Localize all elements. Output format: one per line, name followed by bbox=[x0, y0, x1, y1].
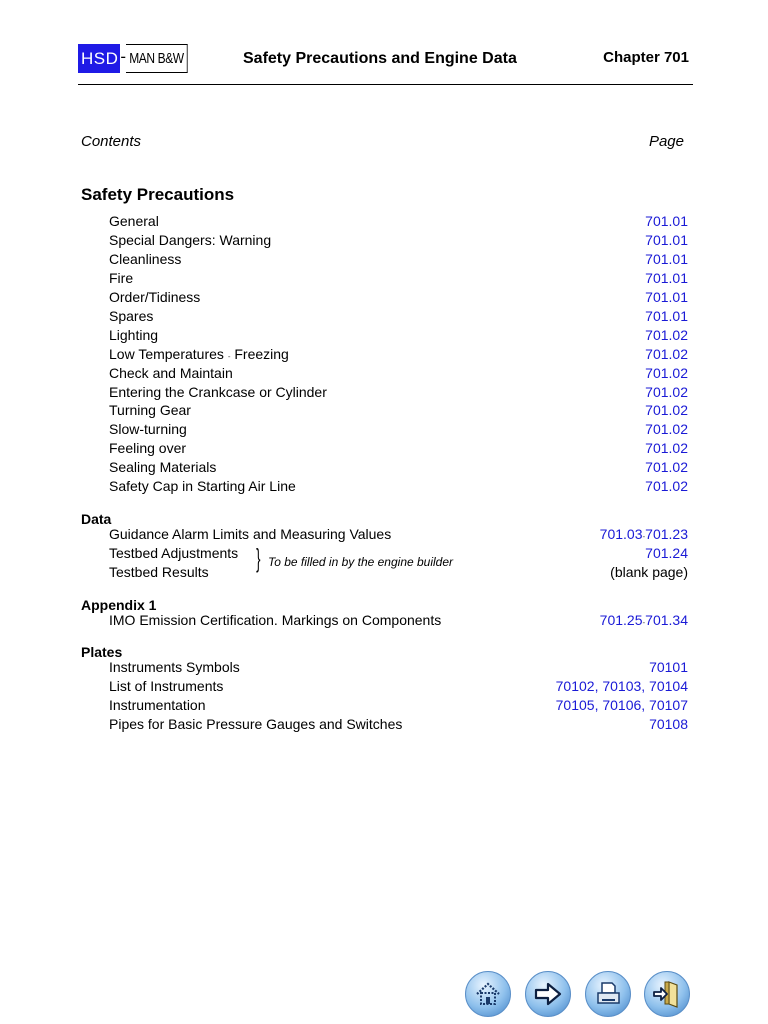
section-title-data: Data bbox=[81, 511, 112, 527]
toc-row[interactable] bbox=[0, 308, 768, 327]
toc-entry-label: Guidance Alarm Limits and Measuring Values bbox=[109, 526, 392, 542]
toc-entry-label: General bbox=[109, 213, 159, 229]
toc-row[interactable] bbox=[0, 346, 768, 365]
toc-page-link[interactable]: 70101 bbox=[649, 659, 688, 675]
toc-row[interactable] bbox=[0, 270, 768, 289]
toc-row[interactable] bbox=[0, 678, 768, 697]
toc-page-link[interactable]: 701.02 bbox=[645, 346, 688, 362]
print-icon bbox=[593, 979, 623, 1009]
section-title-plates: Plates bbox=[81, 644, 123, 660]
exit-door-icon bbox=[651, 978, 683, 1010]
toc-page-link[interactable]: 701.02 bbox=[645, 384, 688, 400]
toc-entry-label: Instruments Symbols bbox=[109, 659, 240, 675]
toc-row[interactable] bbox=[0, 232, 768, 251]
toc-entry-label: Lighting bbox=[109, 327, 159, 343]
toc-page-link[interactable] bbox=[600, 526, 688, 542]
toc-row[interactable] bbox=[0, 440, 768, 459]
toc-row[interactable] bbox=[0, 365, 768, 384]
separator-dash: - bbox=[227, 352, 231, 361]
toc-entry-label: Safety Cap in Starting Air Line bbox=[109, 478, 296, 494]
logo-hsd: HSD bbox=[78, 44, 120, 73]
toc-entry-label-part: Low Temperatures bbox=[109, 346, 224, 362]
toc-entry-label: Fire bbox=[109, 270, 134, 286]
toc-entry-label: Order/Tidiness bbox=[109, 289, 201, 305]
separator-dash: - bbox=[642, 618, 646, 627]
toc-page-link[interactable]: 701.01 bbox=[645, 232, 688, 248]
toc-entry-label: Cleanliness bbox=[109, 251, 182, 267]
header-divider bbox=[78, 84, 693, 85]
toc-page-link[interactable]: 701.01 bbox=[645, 251, 688, 267]
section-title-safety: Safety Precautions bbox=[81, 185, 235, 204]
toc-entry-label: Slow-turning bbox=[109, 421, 187, 437]
separator-dash: - bbox=[642, 532, 646, 541]
toc-page-link[interactable]: 701.02 bbox=[645, 327, 688, 343]
contents-heading: Contents bbox=[81, 133, 142, 150]
page-range-start: 701.03 bbox=[599, 526, 643, 542]
brace-icon: } bbox=[256, 543, 261, 573]
toc-row[interactable] bbox=[0, 289, 768, 308]
print-button[interactable] bbox=[585, 971, 631, 1017]
toc-row[interactable] bbox=[0, 526, 768, 545]
toc-page-link[interactable]: 701.02 bbox=[645, 478, 688, 494]
toc-page-link[interactable]: 701.01 bbox=[645, 213, 688, 229]
toc-entry-label: Special Dangers: Warning bbox=[109, 232, 272, 248]
page-range-end: 701.23 bbox=[645, 526, 688, 542]
toc-page-link[interactable]: 701.02 bbox=[645, 440, 688, 456]
document-title: Safety Precautions and Engine Data bbox=[243, 50, 517, 67]
toc-page-link[interactable]: 70105, 70106, 70107 bbox=[555, 697, 688, 713]
toc-row[interactable] bbox=[0, 459, 768, 478]
brace-annotation: To be filled in by the engine builder bbox=[268, 555, 454, 569]
page-range-end: 701.34 bbox=[645, 612, 688, 628]
toc-row[interactable] bbox=[0, 421, 768, 440]
section-title-appendix: Appendix 1 bbox=[81, 597, 157, 613]
toc-page-link[interactable]: 701.01 bbox=[645, 308, 688, 324]
arrow-right-icon bbox=[532, 979, 564, 1009]
toc-entry-label: Testbed Results bbox=[109, 564, 209, 580]
logo-man-bw: MAN B&W bbox=[126, 44, 188, 73]
toc-page-link[interactable]: 701.01 bbox=[645, 289, 688, 305]
page-column-heading: Page bbox=[648, 133, 684, 150]
toc-row[interactable] bbox=[0, 478, 768, 497]
toc-page-link[interactable]: 701.02 bbox=[645, 421, 688, 437]
toc-page-link[interactable]: 701.01 bbox=[645, 270, 688, 286]
toc-page-link[interactable] bbox=[600, 612, 688, 628]
toc-page-link[interactable]: 701.02 bbox=[645, 365, 688, 381]
toc-page-link[interactable]: 70108 bbox=[649, 716, 688, 732]
toc-entry-label: Instrumentation bbox=[109, 697, 206, 713]
chapter-label: Chapter 701 bbox=[603, 49, 689, 66]
toc-row[interactable] bbox=[0, 612, 768, 631]
toc-row[interactable] bbox=[0, 697, 768, 716]
toc-entry-label: Feeling over bbox=[109, 440, 187, 456]
toc-row[interactable] bbox=[0, 213, 768, 232]
toc-row[interactable] bbox=[0, 384, 768, 403]
logo-dash: - bbox=[120, 47, 127, 66]
toc-entry-label bbox=[109, 346, 289, 362]
toc-entry-label: Sealing Materials bbox=[109, 459, 217, 475]
toc-page-link[interactable]: 70102, 70103, 70104 bbox=[555, 678, 688, 694]
toc-entry-label-part: Freezing bbox=[234, 346, 289, 362]
toc-row[interactable] bbox=[0, 327, 768, 346]
toc-entry-label: Turning Gear bbox=[109, 402, 191, 418]
toc-entry-label: Check and Maintain bbox=[109, 365, 233, 381]
toc-row[interactable] bbox=[0, 251, 768, 270]
home-icon bbox=[473, 979, 503, 1009]
toc-page-link[interactable]: 701.02 bbox=[645, 402, 688, 418]
home-button[interactable] bbox=[465, 971, 511, 1017]
toc-entry-label: Testbed Adjustments bbox=[109, 545, 239, 561]
toc-row[interactable] bbox=[0, 716, 768, 735]
toc-entry-label: Spares bbox=[109, 308, 154, 324]
toc-row[interactable] bbox=[0, 659, 768, 678]
brand-logo bbox=[78, 44, 203, 73]
toc-page-note: (blank page) bbox=[610, 564, 688, 580]
exit-button[interactable] bbox=[644, 971, 690, 1017]
toc-entry-label: Entering the Crankcase or Cylinder bbox=[109, 384, 327, 400]
toc-entry-label: Pipes for Basic Pressure Gauges and Switches bbox=[109, 716, 403, 732]
next-page-button[interactable] bbox=[525, 971, 571, 1017]
toc-row[interactable] bbox=[0, 402, 768, 421]
toc-page-link[interactable]: 701.02 bbox=[645, 459, 688, 475]
toc-entry-label: List of Instruments bbox=[109, 678, 224, 694]
toc-page-link[interactable]: 701.24 bbox=[645, 545, 688, 561]
page-range-start: 701.25 bbox=[599, 612, 643, 628]
toc-entry-label: IMO Emission Certification. Markings on Components bbox=[109, 612, 442, 628]
